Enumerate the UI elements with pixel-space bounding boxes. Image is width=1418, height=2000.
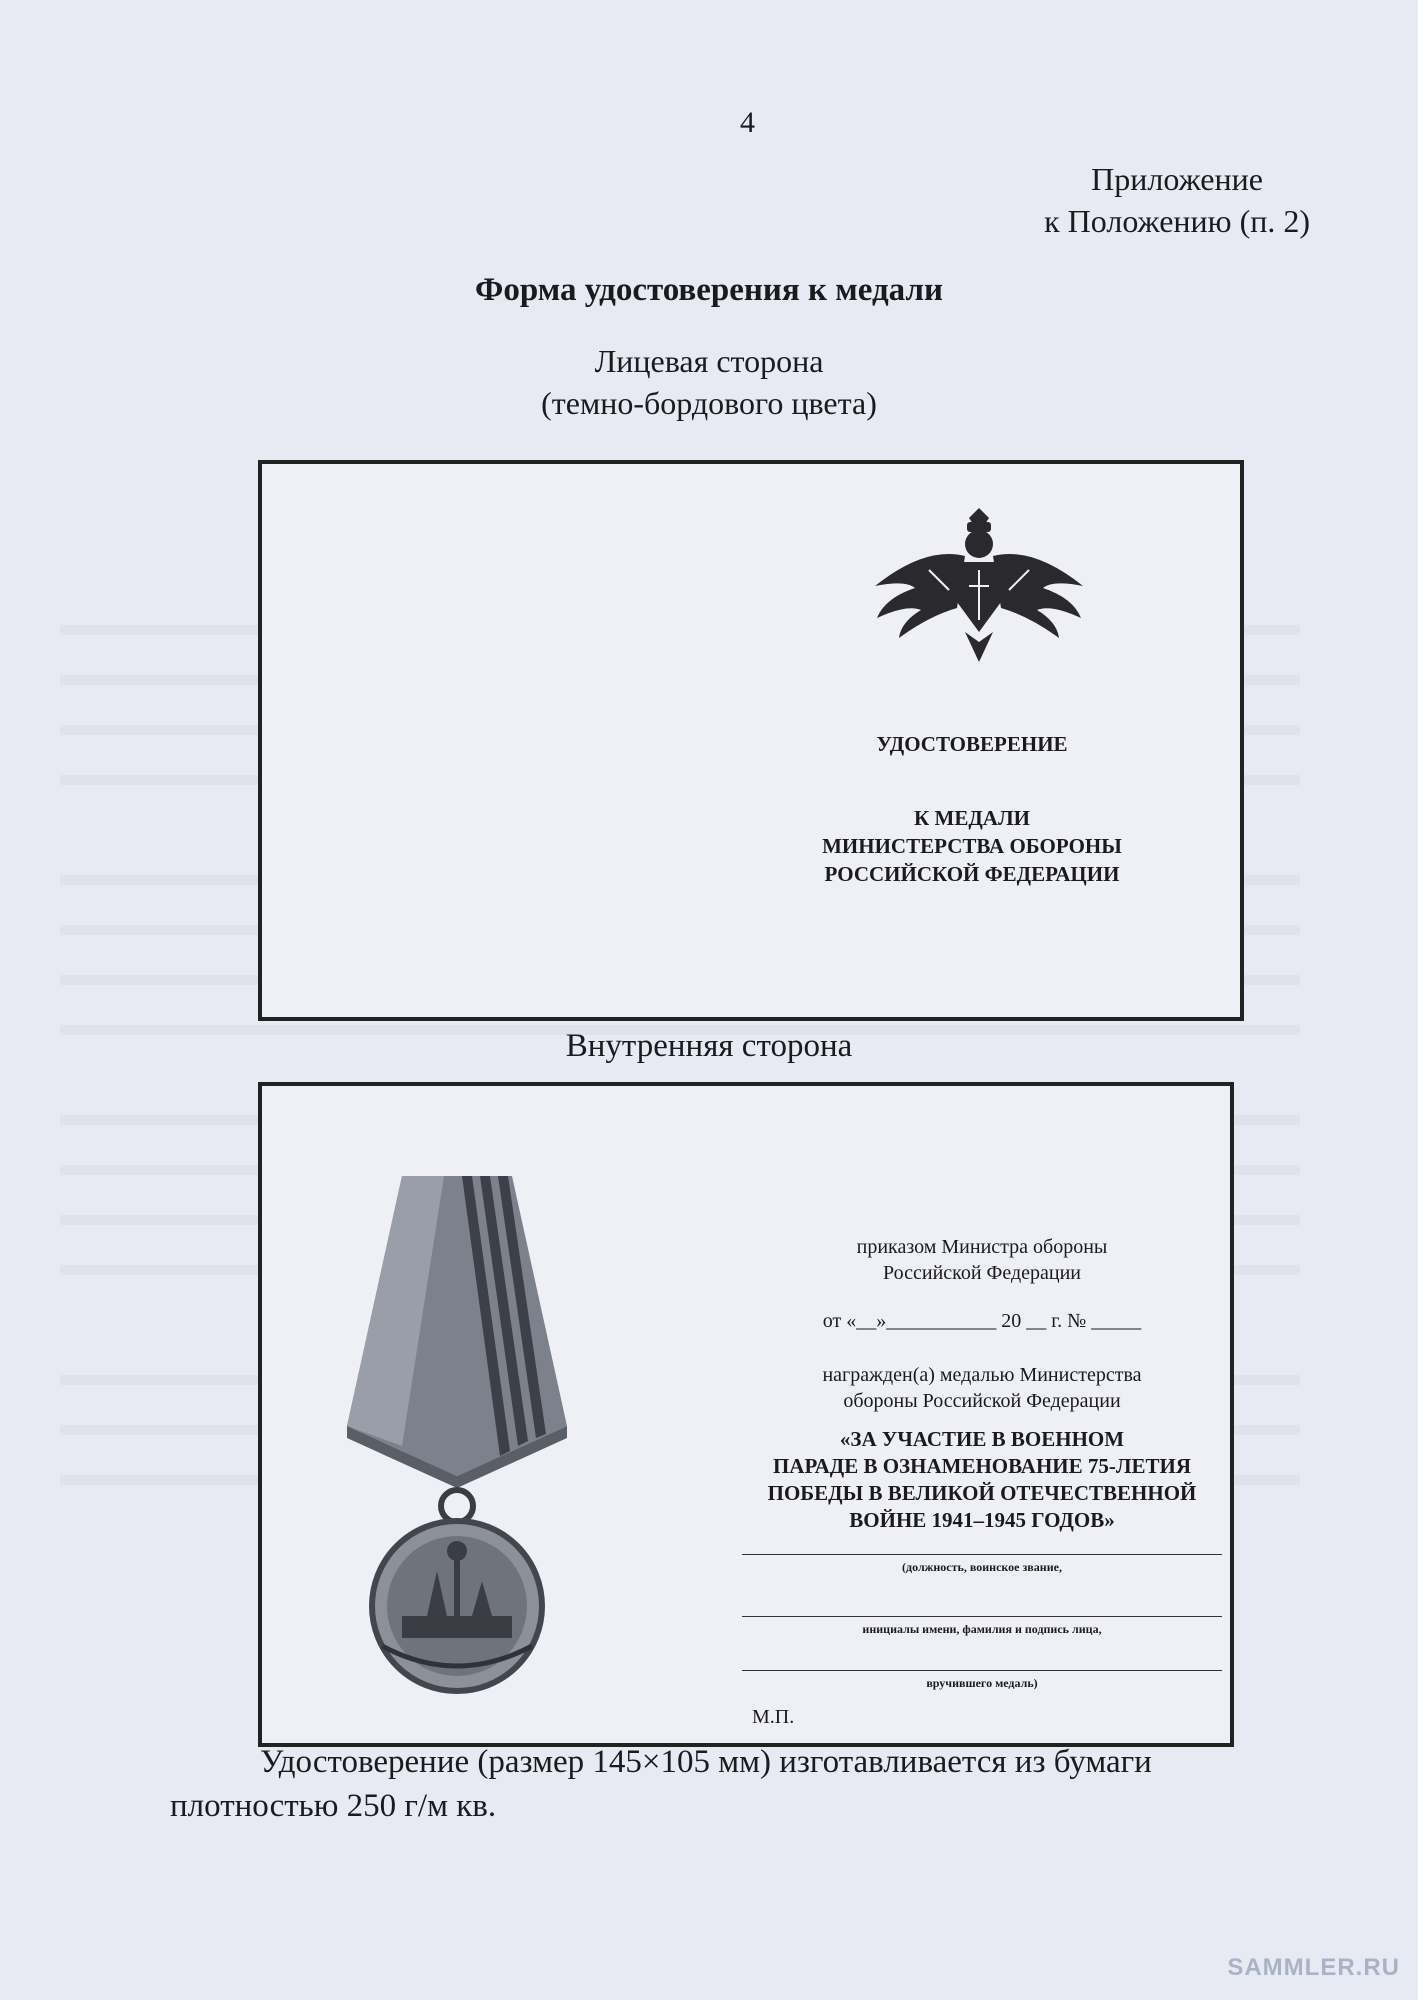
medal-line-1: «ЗА УЧАСТИЕ В ВОЕННОМ xyxy=(839,1427,1125,1451)
certificate-subtitle xyxy=(782,804,1162,888)
subtitle-line-2: МИНИСТЕРСТВА ОБОРОНЫ xyxy=(822,834,1122,858)
double-headed-eagle-emblem-icon xyxy=(869,500,1089,670)
signature-line-1 xyxy=(742,1554,1222,1555)
certificate-inner-card xyxy=(258,1082,1234,1747)
subtitle-line-3: РОССИЙСКОЙ ФЕДЕРАЦИИ xyxy=(824,862,1120,886)
awarded-line-1: награжден(а) медалью Министерства xyxy=(822,1364,1142,1386)
front-label-line-2: (темно-бордового цвета) xyxy=(541,385,877,421)
stamp-place: М.П. xyxy=(752,1706,795,1728)
caption-position-rank: (должность, воинское звание, xyxy=(902,1560,1062,1574)
medal-image-icon xyxy=(332,1176,582,1696)
order-line-2: Российской Федерации xyxy=(882,1262,1082,1284)
order-date-field: от «__»___________ 20 __ г. № _____ xyxy=(822,1310,1142,1332)
certificate-front-card xyxy=(258,460,1244,1021)
inner-side-label: Внутренняя сторона xyxy=(565,1028,853,1064)
awarded-line-2: обороны Российской Федерации xyxy=(843,1390,1121,1412)
medal-line-4: ВОЙНЕ 1941–1945 ГОДОВ» xyxy=(849,1508,1115,1532)
medal-line-2: ПАРАДЕ В ОЗНАМЕНОВАНИЕ 75-ЛЕТИЯ xyxy=(772,1454,1192,1478)
page-number: 4 xyxy=(740,106,755,139)
awarded-statement xyxy=(742,1362,1222,1414)
signature-line-3 xyxy=(742,1670,1222,1671)
medal-name xyxy=(742,1426,1222,1534)
caption-presented-by: вручившего медаль) xyxy=(926,1676,1038,1690)
certificate-heading: УДОСТОВЕРЕНИЕ xyxy=(876,732,1068,756)
appendix-line-2: к Положению (п. 2) xyxy=(1044,203,1310,239)
paper-spec-line-2: плотностью 250 г/м кв. xyxy=(170,1788,497,1824)
subtitle-line-1: К МЕДАЛИ xyxy=(914,806,1030,830)
caption-name-signature: инициалы имени, фамилия и подпись лица, xyxy=(862,1622,1102,1636)
order-reference xyxy=(742,1234,1222,1286)
appendix-line-1: Приложение xyxy=(1091,161,1263,197)
medal-line-3: ПОБЕДЫ В ВЕЛИКОЙ ОТЕЧЕСТВЕННОЙ xyxy=(767,1481,1197,1505)
page-title: Форма удостоверения к медали xyxy=(475,272,943,308)
appendix-reference xyxy=(1044,158,1310,242)
front-side-label xyxy=(0,340,1418,424)
site-watermark: SAMMLER.RU xyxy=(1227,1954,1400,1981)
signature-line-2 xyxy=(742,1616,1222,1617)
front-label-line-1: Лицевая сторона xyxy=(594,343,824,379)
paper-spec-line-1: Удостоверение (размер 145×105 мм) изготавливается из бумаги xyxy=(260,1744,1152,1780)
order-line-1: приказом Министра обороны xyxy=(856,1236,1108,1258)
